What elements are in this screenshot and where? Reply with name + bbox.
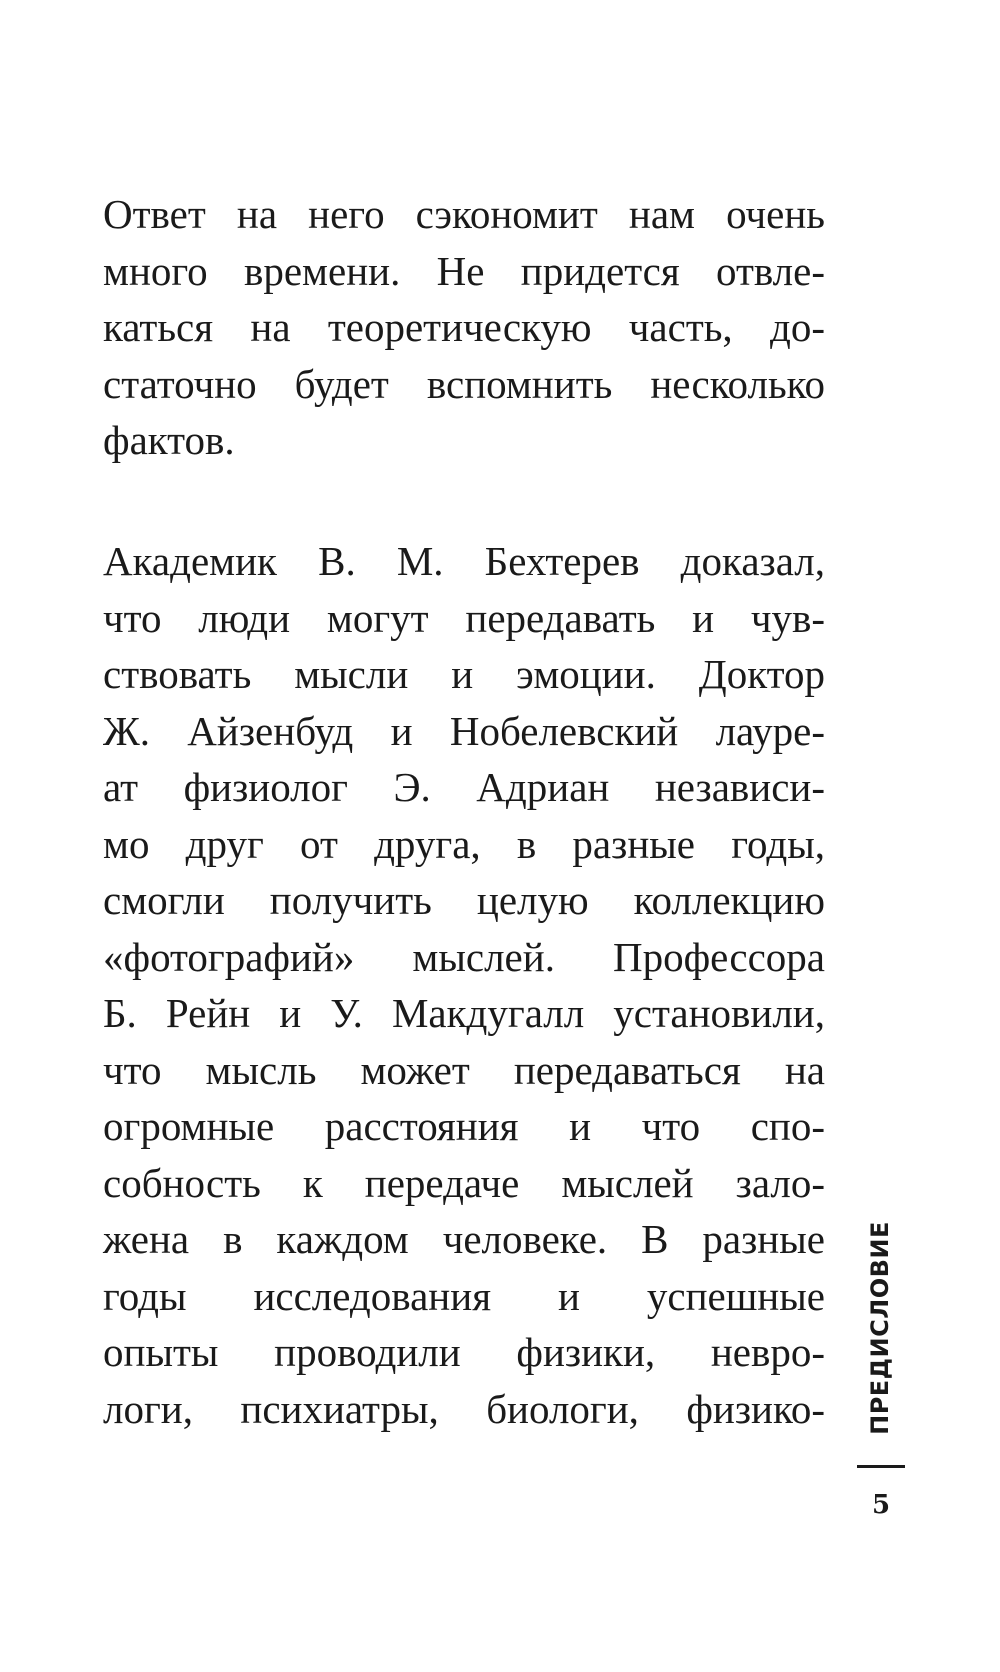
text-line: ствовать мысли и эмоции. Доктор (103, 651, 825, 697)
text-line: Академик В. М. Бехтерев доказал, (103, 538, 825, 584)
text-line: опыты проводили физики, невро- (103, 1329, 825, 1375)
text-line: мо друг от друга, в разные годы, (103, 820, 825, 867)
paragraph-1 (103, 186, 825, 469)
text-line: Ж. Айзенбуд и Нобелевский лауре- (103, 707, 825, 754)
text-line: жена в каждом человеке. В разные (103, 1216, 825, 1262)
text-line: Ответ на него сэкономит нам очень (103, 191, 825, 237)
text-line: много времени. Не придется отвле- (103, 247, 825, 294)
text-line: что люди могут передавать и чув- (103, 594, 825, 641)
running-head-label: ПРЕДИСЛОВИЕ (866, 1221, 894, 1435)
text-line: фактов. (103, 417, 235, 463)
text-line: что мысль может передаваться на (103, 1046, 825, 1093)
text-line: огромные расстояния и что спо- (103, 1103, 825, 1149)
text-line: «фотографий» мыслей. Профессора (103, 933, 825, 980)
text-line: статочно будет вспомнить несколько (103, 360, 825, 407)
text-line: каться на теоретическую часть, до- (103, 304, 825, 350)
text-line: ат физиолог Э. Адриан независи- (103, 764, 825, 810)
text-line: собность к передаче мыслей зало- (103, 1159, 825, 1206)
paragraph-2 (103, 533, 825, 1437)
text-line: логи, психиатры, биологи, физико- (103, 1385, 825, 1432)
page-number: 5 (871, 1490, 891, 1520)
text-line: Б. Рейн и У. Макдугалл установили, (103, 990, 825, 1036)
text-line: смогли получить целую коллекцию (103, 877, 825, 923)
text-line: годы исследования и успешные (103, 1272, 825, 1319)
folio-divider (857, 1465, 905, 1468)
